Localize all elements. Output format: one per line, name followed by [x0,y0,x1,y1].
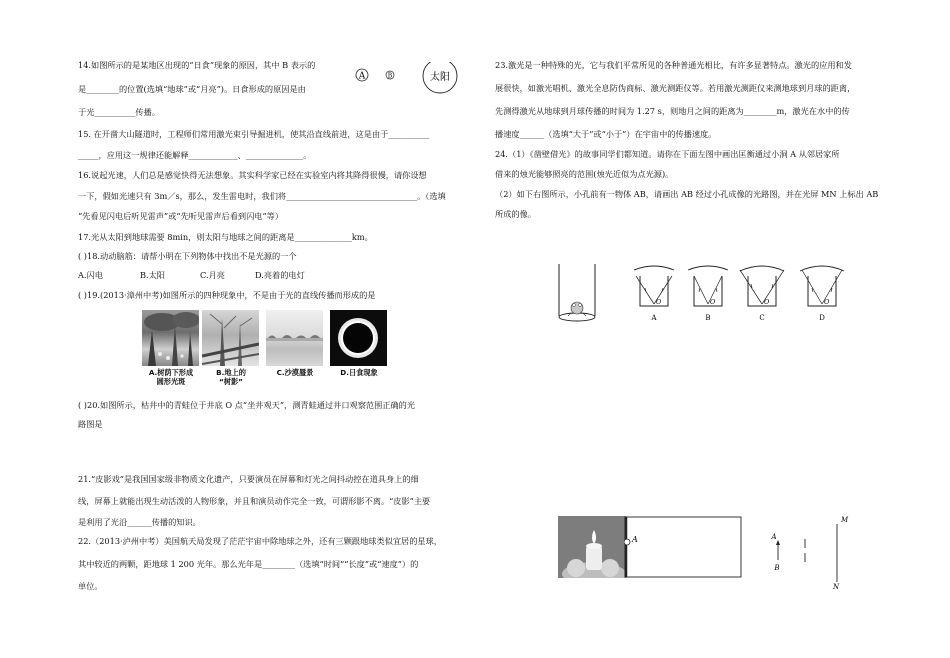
well-option-a [634,266,674,322]
q22-line3: 单位。 [78,581,103,591]
q19-caption-c: C.沙漠蜃景 [276,368,314,377]
q24-line1: 24.（1）《凿壁借光》的故事同学们都知道。请你在下面左图中画出匡衡通过小洞 A 从邻居家所 [495,149,840,159]
circle-b-label: B [387,72,393,80]
q16-line1: 16.说起光速，人们总是感觉快得无法想象。其实科学家已经在实验室内将其降得很慢，请你设想 [78,170,427,180]
svg-text:B: B [705,314,711,322]
pinhole-figure [765,510,855,590]
q14-line1: 14.如图所示的是某地区出现的“日食”现象的原因，其中 B 表示的 [78,60,316,70]
q24-line4: 所成的像。 [495,209,536,219]
q18-option-d: D.亮着的电灯 [255,270,305,280]
q14-line2: 是________的位置(选填“地球”或“月亮”)。日食形成的原因是由 [78,84,306,94]
solar-eclipse-figure [348,62,468,102]
q18-stem: ( )18.动动脑筋：请帮小明在下列物体中找出不是光源的一个 [78,251,297,261]
svg-text:D: D [819,314,825,322]
q24-line2: 借来的烛光能够照亮的范围(烛光近似为点光源)。 [495,169,674,179]
frog-well-figure [555,262,600,324]
q21-line2: 线，屏幕上就能出现生动活泼的人物形象，并且和演员动作完全一致，可谓形影不离。“皮影”主要 [78,496,431,506]
q16-line2: 一下，假如光速只有 3m／s，那么，发生雷电时，我们将________________________________。（选填 [78,191,446,201]
tree-shade-photo [142,310,199,366]
candle-photo [558,516,626,578]
svg-text:M: M [841,516,849,524]
svg-text:O: O [764,298,770,306]
svg-text:O: O [824,298,830,306]
q16-line3: “先看见闪电后听见雷声”或“先听见雷声后看到闪电”等） [78,211,284,221]
tree-shadow-photo [202,310,259,366]
well-light-options [630,262,860,330]
desert-mirage-photo [266,310,323,366]
q24-line3: （2）如下右图所示，小孔前有一物体 AB，请画出 AB 经过小孔成像的光路图，并在光屏 MN 上标出 AB [495,189,879,199]
well-option-b [688,266,728,322]
q20-line2: 路图是 [78,419,103,429]
q14-line3: 于光__________传播。 [78,107,160,117]
sun-label: 太阳 [430,72,450,83]
circle-a-label: A [358,71,366,82]
svg-text:O: O [710,298,716,306]
well-option-d [800,266,844,322]
q19-caption-a: A.树荫下形成 圆形光斑 [148,368,194,386]
q15-line2: _____，应用这一规律还能解释____________、______________。 [78,150,312,160]
q23-line2: 展很快，如激光唱机、激光全息防伪商标、激光测距仪等。若用激光测距仪来测地球到月球的距离， [495,83,856,93]
q18-option-c: C.月亮 [200,270,225,280]
svg-text:B: B [774,564,780,572]
q15-line1: 15. 在开凿大山隧道时，工程师们常用激光束引导掘进机，使其沿直线前进，这是由于__________ [78,129,430,139]
q19-stem: ( )19.(2013·漳州中考)如图所示的四种现象中，不是由于光的直线传播而形成的是 [78,290,376,300]
q22-line2: 其中较近的两颗，距地球 1 200 光年。那么光年是________（选填“时间”“长度”或“速度”）的 [78,559,419,569]
svg-text:A: A [651,314,657,322]
well-option-c [740,266,784,322]
svg-text:O: O [656,298,662,306]
q19-caption-d: D.日食现象 [340,368,378,377]
hole-a [624,539,630,545]
q23-line3: 先测得激光从地球到月球传播的时间为 1.27 s，则地月之间的距离为________m，激光在水中的传 [495,106,850,116]
svg-text:A: A [771,533,777,541]
q17: 17.光从太阳到地球需要 8min，则太阳与地球之间的距离是______________km。 [78,232,373,242]
svg-text:C: C [759,314,765,322]
q21-line1: 21.“皮影戏”是我国国家级非物质文化遗产，只要演员在屏幕和灯光之间抖动控在道具身上的细 [78,474,419,484]
q23-line1: 23.激光是一种特殊的光，它与我们平常所见的各种普通光相比，有许多显著特点。激光的应用和发 [495,60,852,70]
q22-line1: 22.（2013·泸州中考）美国航天局发现了茫茫宇宙中除地球之外，还有三颗跟地球类似宜居的星球， [78,536,442,546]
q23-line4: 播速度______（选填“大于”或“小于”）在宇宙中的传播速度。 [495,129,717,139]
q21-line3: 是利用了光沿______传播的知识。 [78,517,201,527]
solar-eclipse-photo [330,310,387,366]
q18-option-a: A.闪电 [78,270,103,280]
svg-text:A: A [632,535,638,544]
wall-screen-figure [624,516,744,578]
q19-caption-b: B.地上的 “树影” [216,368,246,386]
q20-line1: ( )20.如图所示，枯井中的青蛙位于井底 O 点“坐井观天”，测青蛙通过井口观察范围正确的光 [78,400,416,410]
svg-text:N: N [832,583,840,590]
q18-option-b: B.太阳 [140,270,165,280]
